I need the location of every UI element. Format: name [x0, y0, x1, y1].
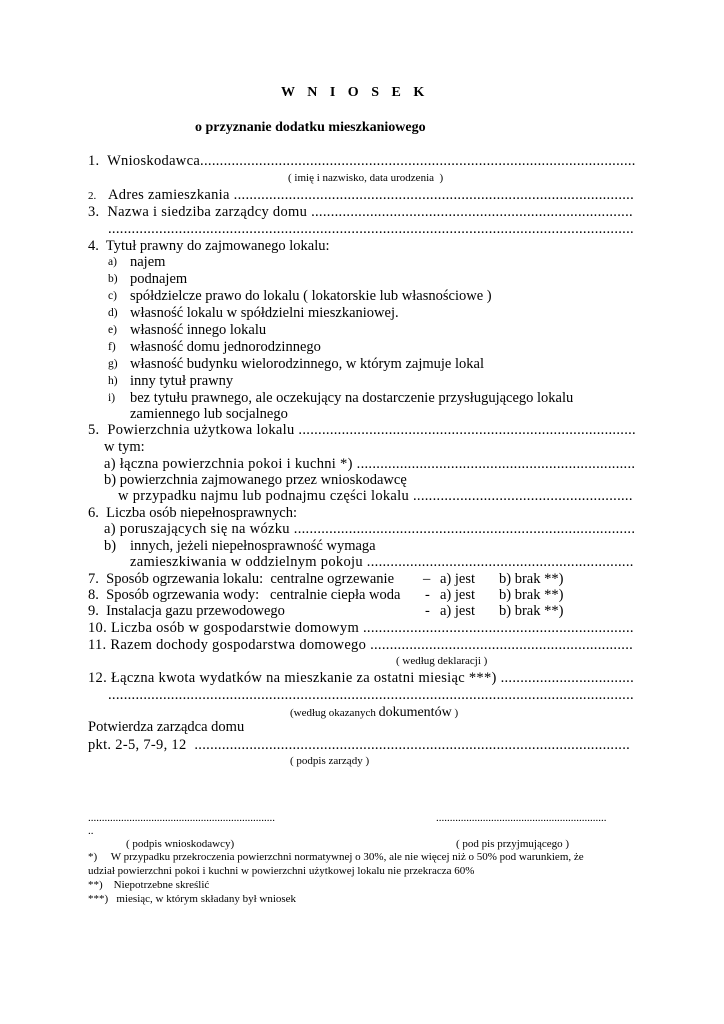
heating-option-no[interactable]: b) brak **)	[499, 571, 564, 587]
manager-confirmation-label: Potwierdza zarządca domu	[88, 719, 245, 735]
option-b[interactable]: podnajem	[130, 271, 188, 287]
field-housing-expenses[interactable]: 12. Łączna kwota wydatków na mieszkanie za ostatni miesiąc ***) ..................................	[88, 670, 635, 686]
expenses-note	[290, 704, 458, 721]
form-subtitle: o przyznanie dodatku mieszkaniowego	[195, 120, 426, 135]
usable-area-including: w tym:	[104, 439, 145, 455]
other-disabled-letter: b)	[104, 538, 117, 554]
water-heating-option-no[interactable]: b) brak **)	[499, 587, 564, 603]
option-letter-h: h)	[108, 375, 118, 387]
form-title: W N I O S E K	[281, 85, 429, 100]
footnote-1: *) W przypadku przekroczenia powierzchni normatywnej o 30%, ale nie więcej niż o 50% pod warunkiem, że	[88, 851, 584, 863]
field-other-disabled[interactable]: zamieszkiwania w oddzielnym pokoju ....................................................................	[130, 554, 634, 570]
option-i-cont: zamiennego lub socjalnego	[130, 406, 288, 422]
field-household-size[interactable]: 10. Liczba osób w gospodarstwie domowym .....................................................................	[88, 620, 634, 636]
gas-dash: -	[425, 603, 430, 619]
manager-signature-note: ( podpis zarządy )	[290, 755, 370, 767]
field-rooms-kitchen-area[interactable]: a) łączna powierzchnia pokoi i kuchni *) .......................................................................	[104, 456, 636, 472]
option-letter-e: e)	[108, 324, 117, 336]
option-f[interactable]: własność domu jednorodzinnego	[130, 339, 321, 355]
legal-title-heading: 4. Tytuł prawny do zajmowanego lokalu:	[88, 238, 330, 254]
footnote-3: ***) miesiąc, w którym składany był wniosek	[88, 893, 297, 905]
gas-option-no[interactable]: b) brak **)	[499, 603, 564, 619]
occupied-area-label: b) powierzchnia zajmowanego przez wnioskodawcę	[104, 472, 407, 488]
option-g[interactable]: własność budynku wielorodzinnego, w którym zajmuje lokal	[130, 356, 484, 372]
receiver-signature-note: ( pod pis przyjmującego )	[456, 838, 570, 850]
option-d[interactable]: własność lokalu w spółdzielni mieszkaniowej.	[130, 305, 399, 321]
gas-label: 9. Instalacja gazu przewodowego	[88, 603, 285, 619]
option-i[interactable]: bez tytułu prawnego, ale oczekujący na dostarczenie przysługującego lokalu	[130, 390, 574, 406]
option-letter-i: i)	[108, 392, 116, 404]
applicant-signature-line-cont: ..	[88, 825, 94, 837]
expenses-note-suffix: )	[451, 707, 459, 719]
option-c[interactable]: spółdzielcze prawo do lokalu ( lokatorskie lub własnościowe )	[130, 288, 492, 304]
option-letter-f: f)	[108, 341, 116, 353]
option-h[interactable]: inny tytuł prawny	[130, 373, 234, 389]
income-note: ( według deklaracji )	[396, 655, 488, 667]
field-address[interactable]: Adres zamieszkania ......................................................................................................	[108, 187, 635, 203]
field-applicant[interactable]: 1. Wnioskodawca...............................................................................................................	[88, 153, 636, 169]
disabled-persons-heading: 6. Liczba osób niepełnosprawnych:	[88, 505, 297, 521]
heating-label: 7. Sposób ogrzewania lokalu: centralne ogrzewanie	[88, 571, 395, 587]
field-manager[interactable]: 3. Nazwa i siedziba zarządcy domu ..................................................................................	[88, 204, 633, 220]
option-a[interactable]: najem	[130, 254, 166, 270]
field-housing-expenses-cont[interactable]: ......................................................................................................................................	[108, 687, 634, 703]
item-number-2: 2.	[88, 190, 97, 202]
receiver-signature-line[interactable]: ..............................................................	[436, 812, 607, 824]
option-letter-c: c)	[108, 290, 117, 302]
option-e[interactable]: własność innego lokalu	[130, 322, 267, 338]
expenses-note-documents: dokumentów	[378, 705, 452, 720]
water-heating-label: 8. Sposób ogrzewania wody: centralnie ciepła woda	[88, 587, 401, 603]
footnote-2: **) Niepotrzebne skreślić	[88, 879, 210, 891]
field-manager-confirmation[interactable]: pkt. 2-5, 7-9, 12 ...............................................................................................................	[88, 737, 631, 753]
water-heating-dash: -	[425, 587, 430, 603]
field-manager-cont[interactable]: ......................................................................................................................................	[108, 221, 634, 237]
option-letter-d: d)	[108, 307, 118, 319]
gas-option-yes[interactable]: a) jest	[440, 603, 476, 619]
other-disabled-label: innych, jeżeli niepełnosprawność wymaga	[130, 538, 376, 554]
option-letter-g: g)	[108, 358, 118, 370]
field-usable-area[interactable]: 5. Powierzchnia użytkowa lokalu ......................................................................................	[88, 422, 636, 438]
option-letter-a: a)	[108, 256, 117, 268]
water-heating-option-yes[interactable]: a) jest	[440, 587, 476, 603]
option-letter-b: b)	[108, 273, 118, 285]
field-applicant-note: ( imię i nazwisko, data urodzenia )	[288, 172, 444, 184]
field-occupied-area[interactable]: w przypadku najmu lub podnajmu części lokalu ........................................................	[118, 488, 633, 504]
applicant-signature-line[interactable]: ....................................................................	[88, 812, 275, 824]
field-wheelchair-users[interactable]: a) poruszających się na wózku .......................................................................................	[104, 521, 636, 537]
heating-dash: –	[423, 571, 431, 587]
expenses-note-prefix: (według okazanych	[290, 707, 379, 719]
field-household-income[interactable]: 11. Razem dochody gospodarstwa domowego ...................................................................	[88, 637, 634, 653]
heating-option-yes[interactable]: a) jest	[440, 571, 476, 587]
footnote-1-cont: udział powierzchni pokoi i kuchni w powierzchni użytkowej lokalu nie przekracza 60%	[88, 865, 475, 877]
applicant-signature-note: ( podpis wnioskodawcy)	[126, 838, 235, 850]
